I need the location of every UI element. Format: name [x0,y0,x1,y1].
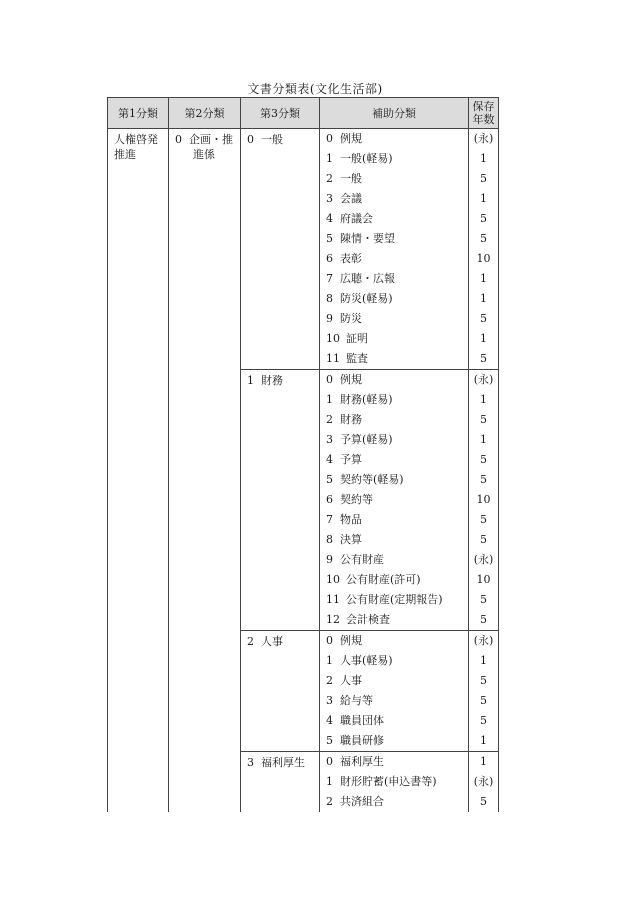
retention-years-cell: 1 [469,731,499,752]
retention-years-cell: 10 [469,249,499,269]
third-class-cell [241,370,320,631]
sub-class-cell [320,530,469,550]
retention-years-cell: 10 [469,490,499,510]
sub-class-cell [320,289,469,309]
sub-class-label: 契約等 [340,493,373,506]
sub-class-label: 例規 [340,132,362,145]
sub-class-label: 防災 [340,312,362,325]
sub-class-number: 0 [326,373,333,386]
sub-class-cell [320,410,469,430]
sub-class-label: 表彰 [340,252,362,265]
sub-class-label: 公有財産 [340,553,384,566]
sub-class-number: 0 [326,755,333,768]
table-body [108,129,499,813]
retention-years-cell: 5 [469,309,499,329]
sub-class-cell [320,570,469,590]
sub-class-cell [320,752,469,773]
sub-class-number: 3 [326,192,333,205]
header-second-class: 第2分類 [169,98,241,129]
retention-years-cell: 5 [469,590,499,610]
retention-years-cell: 5 [469,450,499,470]
sub-class-number: 10 [326,332,340,345]
sub-class-label: 職員研修 [340,734,384,747]
retention-years-cell: (永) [469,129,499,150]
sub-class-label: 人事(軽易) [340,654,393,667]
retention-years-cell: (永) [469,631,499,652]
second-class-line2: 進係 [193,148,215,161]
second-class-cell [169,129,241,813]
sub-class-number: 11 [326,593,340,606]
sub-class-number: 12 [326,613,340,626]
sub-class-number: 1 [326,775,333,788]
retention-years-cell: 1 [469,752,499,773]
retention-years-cell: 5 [469,691,499,711]
header-sub-class: 補助分類 [320,98,469,129]
sub-class-cell [320,470,469,490]
sub-class-cell [320,772,469,792]
sub-class-number: 5 [326,734,333,747]
first-class-cell [108,129,169,813]
sub-class-cell [320,430,469,450]
header-first-class: 第1分類 [108,98,169,129]
sub-class-number: 5 [326,232,333,245]
sub-class-label: 福利厚生 [340,755,384,768]
sub-class-number: 0 [326,634,333,647]
sub-class-label: 予算(軽易) [340,433,393,446]
third-class-label: 財務 [261,374,283,387]
retention-years-cell: 5 [469,470,499,490]
sub-class-label: 広聴・広報 [340,272,395,285]
sub-class-label: 契約等(軽易) [340,473,404,486]
sub-class-number: 0 [326,132,333,145]
sub-class-cell [320,309,469,329]
third-class-number: 1 [247,374,254,387]
sub-class-cell [320,349,469,370]
sub-class-number: 4 [326,714,333,727]
sub-class-number: 1 [326,654,333,667]
sub-class-label: 財務(軽易) [340,393,393,406]
sub-class-number: 10 [326,573,340,586]
sub-class-number: 5 [326,473,333,486]
sub-class-label: 物品 [340,513,362,526]
third-class-cell [241,752,320,813]
header-retention-years: 保存 年数 [469,98,499,129]
sub-class-label: 財形貯蓄(申込書等) [340,775,437,788]
header-third-class: 第3分類 [241,98,320,129]
sub-class-cell [320,590,469,610]
table-header-row [108,98,499,129]
retention-years-cell: 5 [469,510,499,530]
sub-class-label: 一般(軽易) [340,152,393,165]
retention-years-cell: 5 [469,169,499,189]
third-class-label: 一般 [261,133,283,146]
third-class-label: 福利厚生 [261,756,305,769]
retention-years-cell: 5 [469,410,499,430]
retention-years-cell: 5 [469,610,499,631]
second-class-number: 0 [175,133,182,146]
sub-class-number: 4 [326,453,333,466]
sub-class-number: 1 [326,152,333,165]
sub-class-label: 給与等 [340,694,373,707]
retention-years-cell: 1 [469,651,499,671]
retention-years-cell: (永) [469,550,499,570]
sub-class-cell [320,249,469,269]
sub-class-cell [320,510,469,530]
sub-class-number: 8 [326,533,333,546]
sub-class-label: 財務 [340,413,362,426]
sub-class-label: 一般 [340,172,362,185]
retention-years-cell: 1 [469,189,499,209]
sub-class-cell [320,711,469,731]
sub-class-number: 11 [326,352,340,365]
sub-class-cell [320,792,469,812]
sub-class-number: 2 [326,674,333,687]
sub-class-label: 人事 [340,674,362,687]
sub-class-number: 9 [326,312,333,325]
sub-class-number: 7 [326,513,333,526]
retention-years-cell: (永) [469,772,499,792]
third-class-cell [241,129,320,370]
first-class-line1: 人権啓発 [114,133,158,146]
sub-class-cell [320,169,469,189]
sub-class-label: 職員団体 [340,714,384,727]
retention-years-cell: 1 [469,149,499,169]
sub-class-cell [320,631,469,652]
sub-class-label: 決算 [340,533,362,546]
retention-years-cell: 5 [469,711,499,731]
sub-class-number: 1 [326,393,333,406]
third-class-number: 3 [247,756,254,769]
retention-years-cell: 5 [469,209,499,229]
sub-class-cell [320,370,469,391]
sub-class-number: 7 [326,272,333,285]
sub-class-label: 陳情・要望 [340,232,395,245]
sub-class-cell [320,610,469,631]
sub-class-number: 8 [326,292,333,305]
sub-class-label: 府議会 [340,212,373,225]
third-class-label: 人事 [261,635,283,648]
sub-class-cell [320,269,469,289]
sub-class-label: 会議 [340,192,362,205]
sub-class-cell [320,550,469,570]
sub-class-cell [320,189,469,209]
sub-class-cell [320,129,469,150]
sub-class-number: 2 [326,413,333,426]
retention-years-cell: (永) [469,370,499,391]
sub-class-number: 2 [326,795,333,808]
sub-class-number: 3 [326,433,333,446]
sub-class-label: 証明 [346,332,368,345]
sub-class-label: 予算 [340,453,362,466]
sub-class-cell [320,209,469,229]
sub-class-number: 6 [326,493,333,506]
sub-class-cell [320,731,469,752]
retention-years-cell: 5 [469,349,499,370]
sub-class-label: 例規 [340,634,362,647]
sub-class-number: 9 [326,553,333,566]
sub-class-label: 公有財産(定期報告) [346,593,443,606]
retention-years-cell: 1 [469,430,499,450]
retention-years-cell: 5 [469,229,499,249]
second-class-line1: 企画・推 [189,133,233,146]
retention-years-cell: 5 [469,530,499,550]
third-class-number: 0 [247,133,254,146]
sub-class-cell [320,651,469,671]
sub-class-cell [320,671,469,691]
retention-years-cell: 1 [469,269,499,289]
retention-years-cell: 1 [469,329,499,349]
document-title: 文書分類表(文化生活部) [247,82,383,96]
sub-class-label: 監査 [346,352,368,365]
third-class-cell [241,631,320,752]
retention-years-cell: 1 [469,390,499,410]
first-class-line2: 推進 [114,148,136,161]
retention-years-cell: 5 [469,671,499,691]
retention-years-cell: 1 [469,289,499,309]
sub-class-number: 3 [326,694,333,707]
sub-class-cell [320,149,469,169]
sub-class-label: 共済組合 [340,795,384,808]
sub-class-cell [320,390,469,410]
sub-class-cell [320,490,469,510]
retention-years-cell: 5 [469,792,499,812]
sub-class-number: 2 [326,172,333,185]
sub-class-cell [320,329,469,349]
sub-class-number: 4 [326,212,333,225]
table-row [108,129,499,150]
retention-years-cell: 10 [469,570,499,590]
sub-class-label: 会計検査 [346,613,390,626]
third-class-number: 2 [247,635,254,648]
sub-class-cell [320,691,469,711]
sub-class-cell [320,450,469,470]
sub-class-label: 公有財産(許可) [346,573,421,586]
classification-table [107,97,499,812]
sub-class-label: 例規 [340,373,362,386]
sub-class-label: 防災(軽易) [340,292,393,305]
sub-class-number: 6 [326,252,333,265]
sub-class-cell [320,229,469,249]
